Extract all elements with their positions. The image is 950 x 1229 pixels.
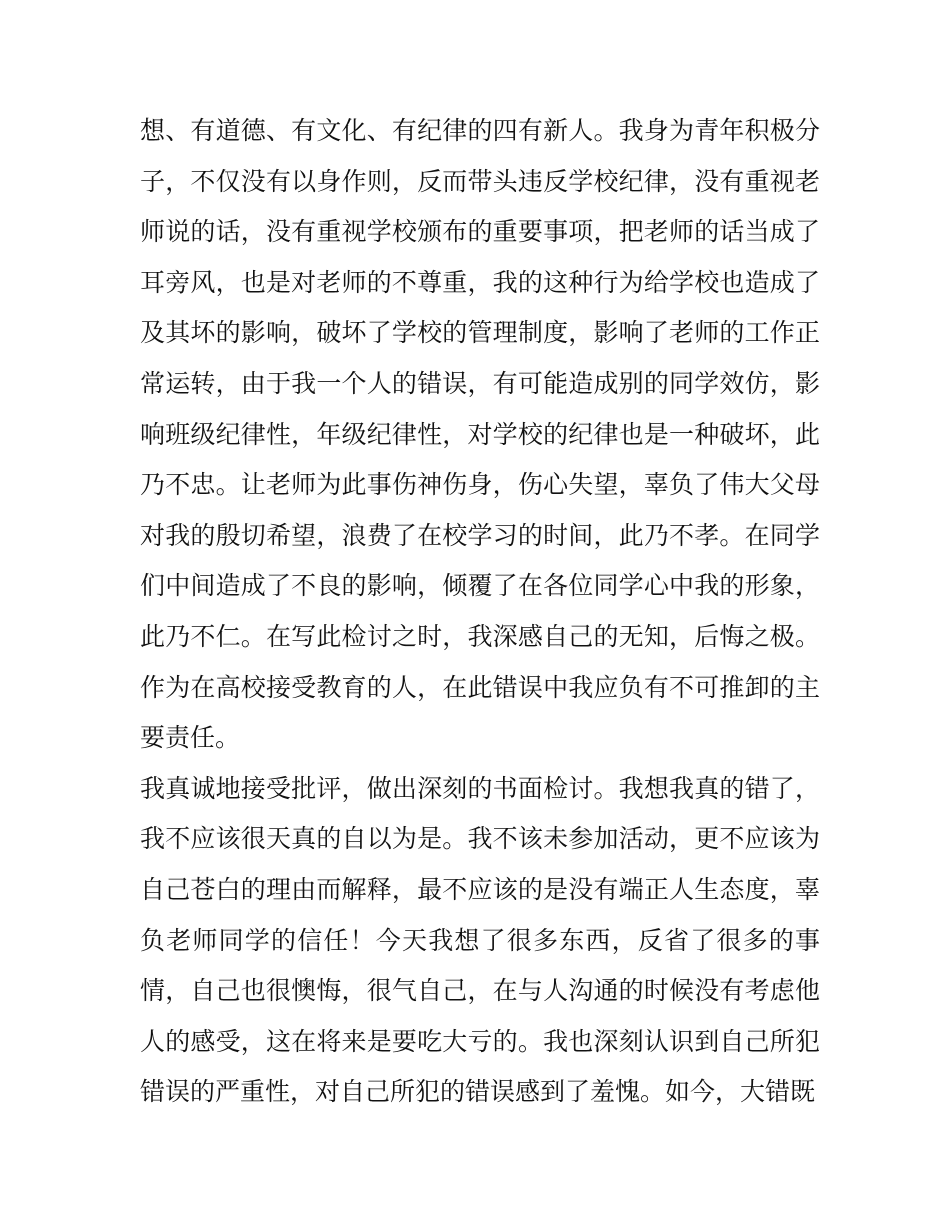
paragraph-1	[140, 106, 820, 764]
text-line: 此乃不仁。在写此检讨之时，我深感自己的无知，后悔之极。	[140, 621, 820, 651]
text-line: 常运转，由于我一个人的错误，有可能造成别的同学效仿，影	[140, 368, 820, 398]
text-line: 响班级纪律性，年级纪律性，对学校的纪律也是一种破坏，此	[140, 419, 820, 449]
text-line: 乃不忠。让老师为此事伤神伤身，伤心失望，辜负了伟大父母	[140, 470, 820, 500]
text-line: 负老师同学的信任！今天我想了很多东西，反省了很多的事	[140, 925, 820, 955]
text-line: 师说的话，没有重视学校颁布的重要事项，把老师的话当成了	[140, 217, 820, 247]
text-line: 们中间造成了不良的影响，倾覆了在各位同学心中我的形象，	[140, 571, 820, 601]
document-body	[140, 106, 820, 1118]
text-line: 耳旁风，也是对老师的不尊重，我的这种行为给学校也造成了	[140, 267, 820, 297]
text-line: 对我的殷切希望，浪费了在校学习的时间，此乃不孝。在同学	[140, 520, 820, 550]
text-line: 错误的严重性，对自己所犯的错误感到了羞愧。如今，大错既	[140, 1077, 816, 1107]
text-line: 自己苍白的理由而解释，最不应该的是没有端正人生态度，辜	[140, 874, 820, 904]
text-line: 我真诚地接受批评，做出深刻的书面检讨。我想我真的错了，	[140, 773, 820, 803]
paragraph-2	[140, 764, 820, 1118]
text-line: 子，不仅没有以身作则，反而带头违反学校纪律，没有重视老	[140, 166, 820, 196]
text-line: 我不应该很天真的自以为是。我不该未参加活动，更不应该为	[140, 824, 820, 854]
text-line: 作为在高校接受教育的人，在此错误中我应负有不可推卸的主	[140, 672, 820, 702]
text-line: 人的感受，这在将来是要吃大亏的。我也深刻认识到自己所犯	[140, 1026, 820, 1056]
text-line: 想、有道德、有文化、有纪律的四有新人。我身为青年积极分	[140, 116, 820, 145]
text-line: 要责任。	[140, 723, 241, 753]
text-line: 及其坏的影响，破坏了学校的管理制度，影响了老师的工作正	[140, 318, 820, 348]
text-line: 情，自己也很懊悔，很气自己，在与人沟通的时候没有考虑他	[140, 976, 820, 1006]
